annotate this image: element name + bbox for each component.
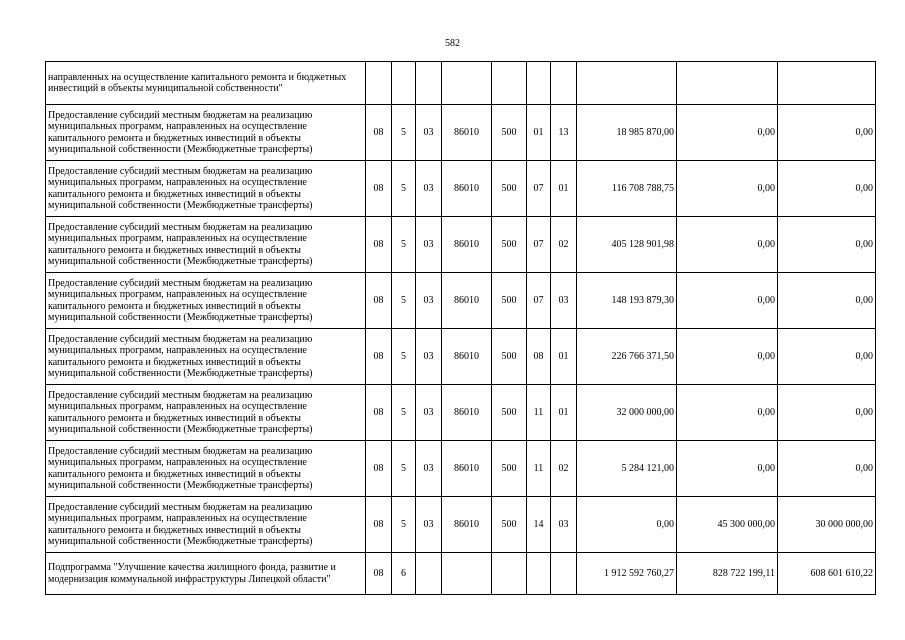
cell-c7: 03	[551, 273, 577, 329]
table-row	[46, 161, 876, 217]
cell-c6	[527, 553, 551, 595]
cell-c6: 07	[527, 273, 551, 329]
table-row	[46, 62, 876, 105]
cell-s1: 226 766 371,50	[577, 329, 677, 385]
table-body	[46, 62, 876, 595]
cell-name: Предоставление субсидий местным бюджетам на реализацию муниципальных программ, направленных на осуществление капитального ремонта и бюджетных инвестиций в объекты муниципальной собственности (Межбюджетные трансферты)	[46, 497, 366, 553]
cell-c2: 5	[392, 385, 416, 441]
table-row	[46, 217, 876, 273]
cell-c7: 03	[551, 497, 577, 553]
cell-s2: 828 722 199,11	[677, 553, 778, 595]
cell-c5: 500	[492, 217, 527, 273]
cell-c5: 500	[492, 497, 527, 553]
table-row	[46, 553, 876, 595]
cell-c3: 03	[416, 441, 442, 497]
cell-c5: 500	[492, 161, 527, 217]
cell-c3: 03	[416, 329, 442, 385]
cell-c7: 02	[551, 217, 577, 273]
cell-s3: 0,00	[778, 217, 876, 273]
cell-c3: 03	[416, 217, 442, 273]
cell-s1: 32 000 000,00	[577, 385, 677, 441]
cell-name: Подпрограмма "Улучшение качества жилищного фонда, развитие и модернизация коммунальной инфраструктуры Липецкой области"	[46, 553, 366, 595]
cell-s2: 0,00	[677, 273, 778, 329]
cell-c1: 08	[366, 385, 392, 441]
cell-c1	[366, 62, 392, 105]
cell-s3: 0,00	[778, 329, 876, 385]
cell-c1: 08	[366, 441, 392, 497]
cell-name: Предоставление субсидий местным бюджетам на реализацию муниципальных программ, направленных на осуществление капитального ремонта и бюджетных инвестиций в объекты муниципальной собственности (Межбюджетные трансферты)	[46, 273, 366, 329]
cell-c5: 500	[492, 105, 527, 161]
table-row	[46, 273, 876, 329]
cell-c7: 01	[551, 329, 577, 385]
cell-s3: 0,00	[778, 161, 876, 217]
cell-c2: 5	[392, 217, 416, 273]
cell-s2	[677, 62, 778, 105]
cell-c6: 11	[527, 441, 551, 497]
cell-s3: 0,00	[778, 385, 876, 441]
cell-c7: 02	[551, 441, 577, 497]
cell-s2: 0,00	[677, 217, 778, 273]
page-number: 582	[445, 38, 460, 49]
cell-c6: 07	[527, 217, 551, 273]
cell-c4	[442, 62, 492, 105]
table-row	[46, 385, 876, 441]
cell-s2: 0,00	[677, 329, 778, 385]
cell-s3	[778, 62, 876, 105]
cell-c5: 500	[492, 273, 527, 329]
cell-c7: 13	[551, 105, 577, 161]
cell-s1: 0,00	[577, 497, 677, 553]
cell-s1	[577, 62, 677, 105]
cell-s3: 0,00	[778, 105, 876, 161]
cell-c1: 08	[366, 161, 392, 217]
cell-c5	[492, 62, 527, 105]
cell-c3	[416, 62, 442, 105]
cell-name: Предоставление субсидий местным бюджетам на реализацию муниципальных программ, направленных на осуществление капитального ремонта и бюджетных инвестиций в объекты муниципальной собственности (Межбюджетные трансферты)	[46, 385, 366, 441]
cell-c3: 03	[416, 161, 442, 217]
cell-c7: 01	[551, 161, 577, 217]
cell-s3: 608 601 610,22	[778, 553, 876, 595]
cell-c4: 86010	[442, 105, 492, 161]
cell-c4: 86010	[442, 217, 492, 273]
cell-s3: 30 000 000,00	[778, 497, 876, 553]
cell-c6: 11	[527, 385, 551, 441]
cell-c3: 03	[416, 385, 442, 441]
cell-c6: 07	[527, 161, 551, 217]
cell-name: Предоставление субсидий местным бюджетам на реализацию муниципальных программ, направленных на осуществление капитального ремонта и бюджетных инвестиций в объекты муниципальной собственности (Межбюджетные трансферты)	[46, 441, 366, 497]
table-row	[46, 105, 876, 161]
cell-c2: 5	[392, 497, 416, 553]
cell-c4: 86010	[442, 273, 492, 329]
cell-c3: 03	[416, 273, 442, 329]
cell-c5: 500	[492, 441, 527, 497]
table-row	[46, 329, 876, 385]
cell-c7	[551, 553, 577, 595]
cell-c2: 5	[392, 105, 416, 161]
cell-s3: 0,00	[778, 441, 876, 497]
table-row	[46, 497, 876, 553]
cell-c6: 01	[527, 105, 551, 161]
cell-c1: 08	[366, 497, 392, 553]
cell-c2: 5	[392, 441, 416, 497]
cell-s2: 0,00	[677, 441, 778, 497]
cell-c3	[416, 553, 442, 595]
cell-c6: 14	[527, 497, 551, 553]
cell-c2: 5	[392, 273, 416, 329]
cell-s2: 0,00	[677, 161, 778, 217]
cell-s1: 1 912 592 760,27	[577, 553, 677, 595]
cell-c5: 500	[492, 385, 527, 441]
cell-c2: 6	[392, 553, 416, 595]
cell-c1: 08	[366, 329, 392, 385]
cell-c7: 01	[551, 385, 577, 441]
cell-c5	[492, 553, 527, 595]
cell-c5: 500	[492, 329, 527, 385]
cell-c4: 86010	[442, 161, 492, 217]
cell-c1: 08	[366, 105, 392, 161]
cell-s1: 5 284 121,00	[577, 441, 677, 497]
cell-c6: 08	[527, 329, 551, 385]
cell-s1: 405 128 901,98	[577, 217, 677, 273]
cell-c4: 86010	[442, 497, 492, 553]
cell-c7	[551, 62, 577, 105]
cell-c4: 86010	[442, 441, 492, 497]
cell-c6	[527, 62, 551, 105]
cell-s1: 18 985 870,00	[577, 105, 677, 161]
cell-s2: 0,00	[677, 385, 778, 441]
cell-name: направленных на осуществление капитального ремонта и бюджетных инвестиций в объекты муниципальной собственности"	[46, 62, 366, 105]
cell-c3: 03	[416, 105, 442, 161]
cell-c4: 86010	[442, 385, 492, 441]
budget-table	[45, 61, 876, 595]
cell-c1: 08	[366, 553, 392, 595]
cell-c1: 08	[366, 273, 392, 329]
cell-c1: 08	[366, 217, 392, 273]
cell-c2	[392, 62, 416, 105]
cell-s2: 0,00	[677, 105, 778, 161]
table-row	[46, 441, 876, 497]
cell-c4	[442, 553, 492, 595]
cell-c2: 5	[392, 329, 416, 385]
cell-c4: 86010	[442, 329, 492, 385]
cell-s1: 148 193 879,30	[577, 273, 677, 329]
cell-s2: 45 300 000,00	[677, 497, 778, 553]
cell-s1: 116 708 788,75	[577, 161, 677, 217]
cell-name: Предоставление субсидий местным бюджетам на реализацию муниципальных программ, направленных на осуществление капитального ремонта и бюджетных инвестиций в объекты муниципальной собственности (Межбюджетные трансферты)	[46, 161, 366, 217]
cell-c3: 03	[416, 497, 442, 553]
cell-name: Предоставление субсидий местным бюджетам на реализацию муниципальных программ, направленных на осуществление капитального ремонта и бюджетных инвестиций в объекты муниципальной собственности (Межбюджетные трансферты)	[46, 217, 366, 273]
cell-c2: 5	[392, 161, 416, 217]
cell-name: Предоставление субсидий местным бюджетам на реализацию муниципальных программ, направленных на осуществление капитального ремонта и бюджетных инвестиций в объекты муниципальной собственности (Межбюджетные трансферты)	[46, 329, 366, 385]
cell-name: Предоставление субсидий местным бюджетам на реализацию муниципальных программ, направленных на осуществление капитального ремонта и бюджетных инвестиций в объекты муниципальной собственности (Межбюджетные трансферты)	[46, 105, 366, 161]
cell-s3: 0,00	[778, 273, 876, 329]
